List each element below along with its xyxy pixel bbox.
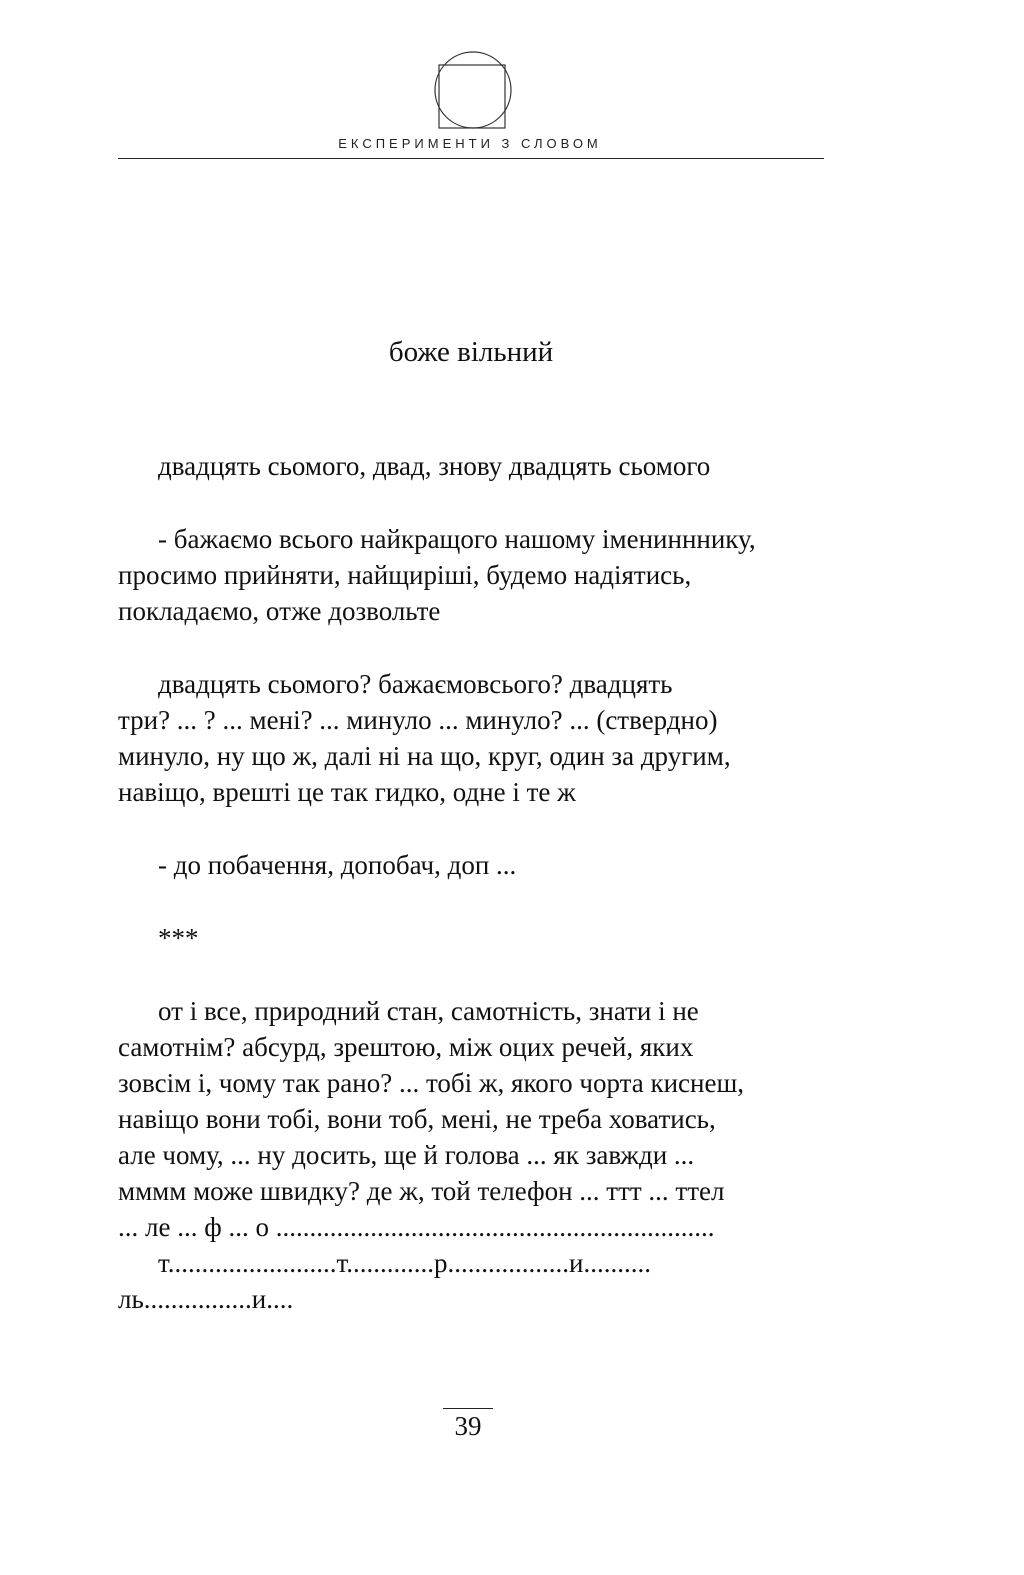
page-number-block [440,1408,496,1443]
poem-line: навіщо вони тобі, вони тоб, мені, не треба ховатись, [118,1104,716,1134]
stanza-gap [118,484,838,521]
poem-line: навіщо, врешті це так гидко, одне і те ж [118,777,576,807]
stanza-gap [118,956,838,993]
poem-line: три? ... ? ... мені? ... минуло ... минуло? ... (ствердно) [118,705,718,735]
poem-line: двадцять сьомого? бажаємовсього? двадцять [158,669,673,699]
poem-line: самотнім? абсурд, зрештою, між оцих речей, яких [118,1032,694,1062]
poem-line: - до побачення, допобач, доп ... [158,850,517,880]
poem-title: боже вільний [388,336,554,368]
poem-line: зовсім і, чому так рано? ... тобі ж, якого чорта киснеш, [118,1068,744,1098]
poem-line: минуло, ну що ж, далі ні на що, круг, один за другим, [118,741,731,771]
poem-line: ль................и.... [118,1284,294,1314]
stanza-gap [118,629,838,666]
section-separator: *** [158,923,199,953]
page-number: 39 [454,1411,482,1441]
header-divider [118,158,824,159]
poem-line: але чому, ... ну досить, ще й голова ... як завжди ... [118,1140,695,1170]
poem-body [118,448,838,1317]
poem-line: покладаємо, отже дозвольте [118,596,441,626]
poem-line: - бажаємо всього найкращого нашому іменинннику, [158,524,756,554]
poem-line: просимо прийняти, найщиріші, будемо надіятись, [118,560,692,590]
poem-line: от і все, природний стан, самотність, знати і не [158,996,699,1026]
poem-line: двадцять сьомого, двад, знову двадцять сьомого [158,451,711,481]
stanza-gap [118,810,838,847]
stanza-gap [118,883,838,920]
poem-line: ... ле ... ф ... о ................................................................. [118,1212,715,1242]
poem-line: т.........................т.............р..................и.......... [158,1248,651,1278]
running-header-title: ЕКСПЕРИМЕНТИ З СЛОВОМ [338,136,602,151]
poem-line: мммм може швидку? де ж, той телефон ... ттт ... ттел [118,1176,725,1206]
circle-square-logo-icon [433,50,513,130]
